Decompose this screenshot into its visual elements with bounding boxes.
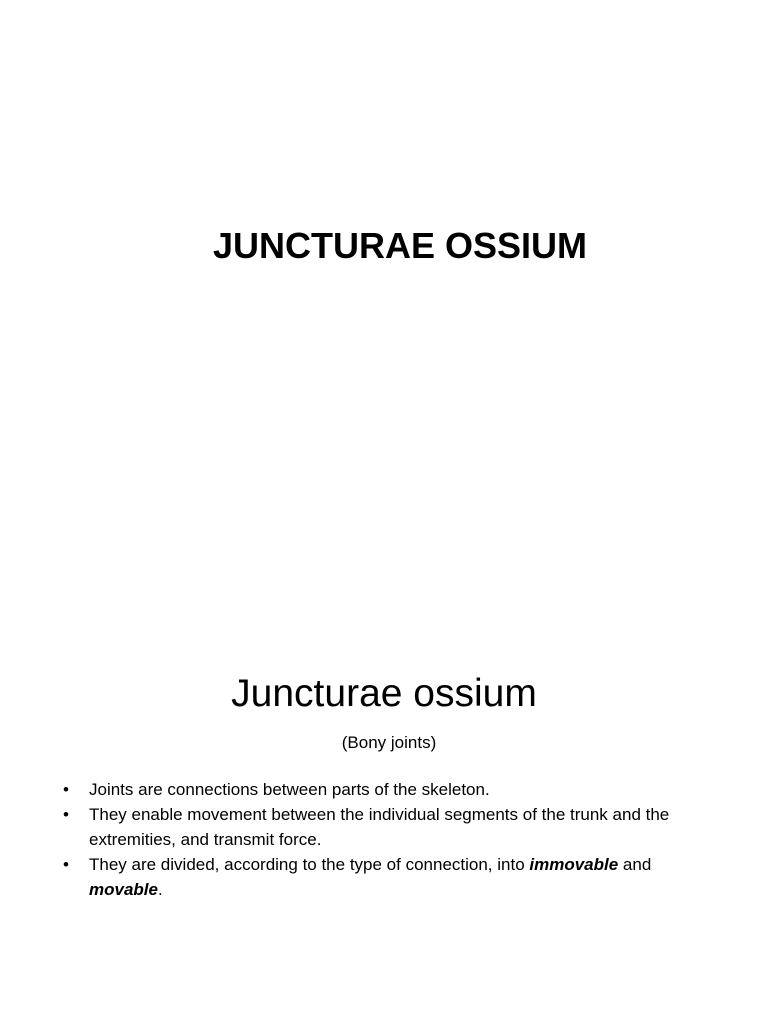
bullet-text: They enable movement between the individual segments of the trunk and the extremities, and transmit force. (89, 805, 670, 849)
slide-1-title: JUNCTURAE OSSIUM (212, 225, 588, 266)
bullet-item (63, 852, 723, 902)
bullet-text-after: . (157, 880, 163, 899)
bullet-list (63, 777, 723, 902)
emphasis-movable: movable (89, 880, 158, 899)
emphasis-immovable: immovable (529, 855, 619, 874)
bullet-text-before: They are divided, according to the type of connection, into (89, 855, 530, 874)
slide-2-title: Juncturae ossium (231, 672, 537, 715)
bullet-text-middle: and (618, 855, 652, 874)
slide-content (0, 576, 768, 1024)
slide-2-subtitle: (Bony joints) (341, 733, 437, 752)
bullet-text: Joints are connections between parts of the skeleton. (89, 780, 490, 799)
bullet-dot-icon: • (63, 855, 69, 874)
bullet-dot-icon: • (63, 780, 69, 799)
bullet-item (63, 777, 723, 802)
bullet-item (63, 802, 723, 852)
bullet-dot-icon: • (63, 805, 69, 824)
